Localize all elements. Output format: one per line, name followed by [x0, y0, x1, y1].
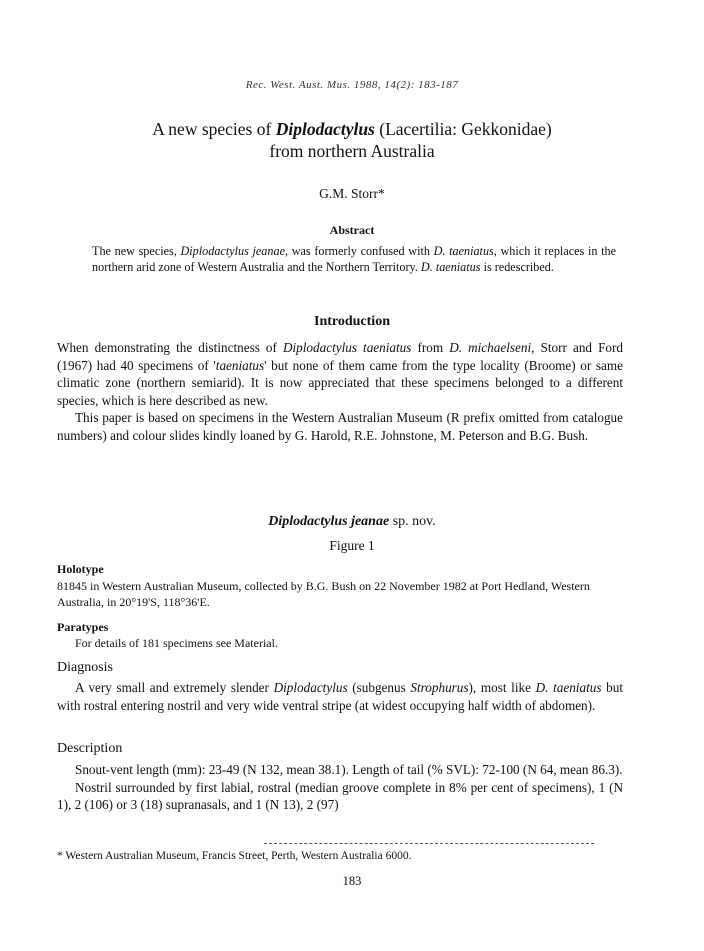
intro-species-name: Diplodactylus taeniatus	[282, 340, 412, 355]
title-genus: Diplodactylus	[275, 119, 375, 139]
intro-species-name: D. michaelseni	[449, 340, 532, 355]
introduction-heading: Introduction	[314, 314, 390, 329]
diagnosis-heading: Diagnosis	[57, 660, 113, 675]
intro-text-part: ' but none of them came from the type locality (Broome) or same climatic zone (northern semiarid). It is now appreciated that these specimens belonged to a different species, which is here described as new.	[57, 357, 623, 408]
title-suffix: (Lacertilia: Gekkonidae)	[374, 119, 552, 139]
footnote: * Western Australian Museum, Francis Street, Perth, Western Australia 6000.	[57, 850, 412, 862]
diagnosis-species-name: D. taeniatus	[535, 680, 602, 695]
diagnosis-subgenus: Strophurus	[410, 680, 469, 695]
diagnosis-text-part: but with rostral entering nostril and very wide ventral stripe (at widest occupying half width of abdomen).	[57, 680, 623, 713]
introduction-body	[57, 339, 623, 445]
page-number: 183	[342, 874, 362, 888]
description-paragraph-2: Nostril surrounded by first labial, rostral (median groove complete in 8% per cent of specimens), 1 (N 1), 2 (106) or 3 (18) supranasals, and 1 (N 13), 2 (97)	[57, 779, 623, 813]
diagnosis-text	[57, 679, 623, 714]
abstract-text-part: The new species,	[92, 244, 181, 258]
species-heading	[0, 514, 704, 530]
paper-title	[0, 118, 704, 162]
abstract-text-part: , was formerly confused with	[285, 244, 434, 258]
diagnosis-text-part: A very small and extremely slender	[75, 680, 274, 695]
abstract-species-name: D. taeniatus	[420, 260, 481, 274]
introduction-paragraph-2: This paper is based on specimens in the Western Australian Museum (R prefix omitted from catalogue numbers) and colour slides kindly loaned by G. Harold, R.E. Johnstone, M. Peterson and B.G. Bush.	[57, 410, 623, 443]
abstract-text-part: , which it replaces in the northern arid zone of Western Australia and the Northern Territory.	[92, 244, 616, 274]
abstract-species-name: Diplodactylus jeanae	[180, 244, 285, 258]
abstract-heading: Abstract	[329, 223, 375, 237]
holotype-heading: Holotype	[57, 562, 104, 576]
intro-text-part: from	[411, 340, 450, 355]
intro-text-part: When demonstrating the distinctness of	[57, 340, 283, 355]
species-name: Diplodactylus jeanae	[268, 514, 390, 529]
title-line-2: from northern Australia	[269, 141, 435, 161]
intro-text-part: , Storr and Ford (1967) had 40 specimens of '	[57, 340, 623, 373]
footnote-divider	[264, 843, 594, 844]
diagnosis-genus: Diplodactylus	[273, 680, 348, 695]
species-suffix: sp. nov.	[389, 514, 436, 529]
diagnosis-text-part: ), most like	[468, 680, 536, 695]
holotype-text: 81845 in Western Australian Museum, collected by B.G. Bush on 22 November 1982 at Port Hedland, Western Australia, in 20°19'S, 118°36'E.	[57, 579, 590, 609]
paratypes-heading: Paratypes	[57, 620, 109, 634]
figure-reference: Figure 1	[329, 538, 375, 553]
description-paragraph-1: Snout-vent length (mm): 23-49 (N 132, mean 38.1). Length of tail (% SVL): 72-100 (N 64, mean 86.3).	[75, 762, 623, 777]
paratypes-text: For details of 181 specimens see Material.	[75, 636, 278, 650]
author: G.M. Storr*	[319, 186, 385, 201]
abstract-species-name: D. taeniatus	[433, 244, 494, 258]
abstract-text	[92, 243, 616, 275]
title-prefix: A new species of	[152, 119, 276, 139]
abstract-text-part: is redescribed.	[480, 260, 554, 274]
description-heading: Description	[57, 741, 123, 756]
diagnosis-text-part: (subgenus	[347, 680, 411, 695]
introduction-paragraph-1	[57, 339, 623, 409]
intro-species-name: taeniatus	[215, 357, 265, 373]
journal-citation: Rec. West. Aust. Mus. 1988, 14(2): 183-187	[245, 79, 459, 91]
description-body	[57, 761, 623, 814]
